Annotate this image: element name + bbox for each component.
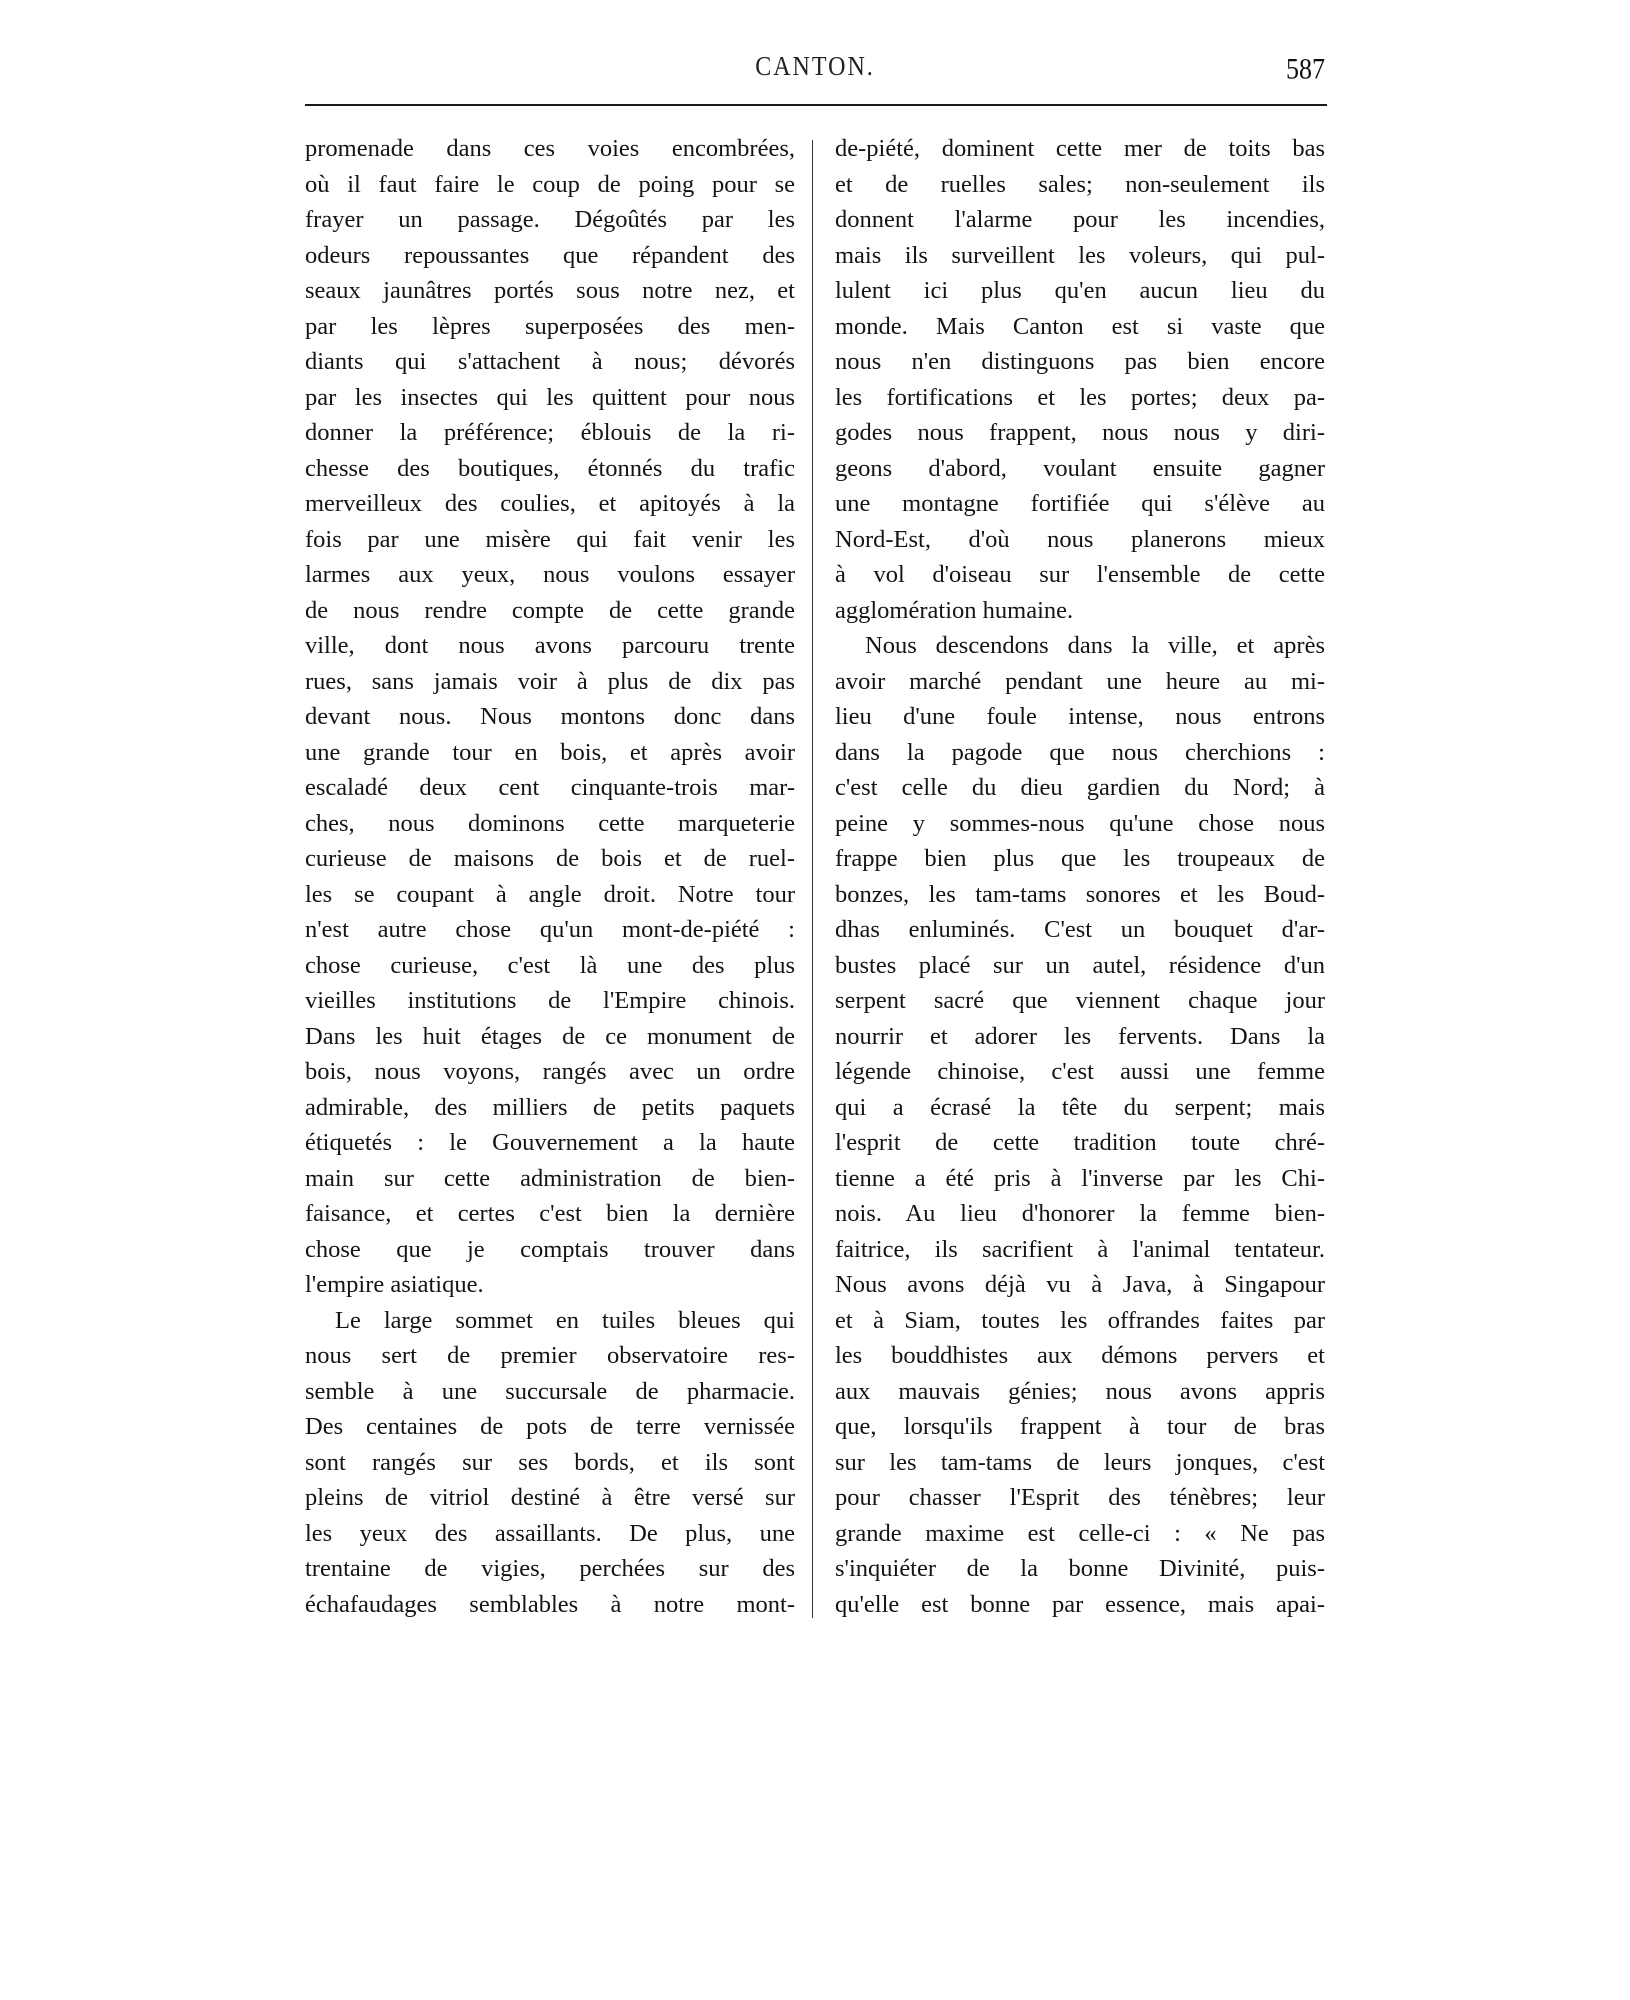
text-line: de nous rendre compte de cette grande [305, 596, 795, 624]
text-line: l'empire asiatique. [305, 1271, 484, 1298]
text-line: pleins de vitriol destiné à être versé sur [305, 1484, 795, 1511]
text-line: où il faut faire le coup de poing pour se [305, 170, 795, 198]
text-line: seaux jaunâtres portés sous notre nez, et [305, 277, 795, 304]
text-line: diants qui s'attachent à nous; dévorés [305, 348, 795, 375]
text-line: Nous descendons dans la ville, et après [865, 632, 1325, 659]
text-line: lieu d'une foule intense, nous entrons [835, 703, 1325, 730]
text-line: nois. Au lieu d'honorer la femme bien- [835, 1200, 1325, 1227]
text-line: rues, sans jamais voir à plus de dix pas [305, 667, 795, 695]
text-line: donnent l'alarme pour les incendies, [835, 206, 1325, 233]
text-line: les se coupant à angle droit. Notre tour [305, 880, 795, 908]
text-line: Dans les huit étages de ce monument de [305, 1022, 795, 1050]
text-line: que, lorsqu'ils frappent à tour de bras [835, 1413, 1325, 1440]
text-line: qu'elle est bonne par essence, mais apai- [835, 1590, 1325, 1618]
text-line: monde. Mais Canton est si vaste que [835, 312, 1325, 340]
text-line: faitrice, ils sacrifient à l'animal tentateur. [835, 1235, 1325, 1263]
text-line: merveilleux des coulies, et apitoyés à la [305, 490, 795, 517]
text-line: dhas enluminés. C'est un bouquet d'ar- [835, 916, 1325, 943]
text-line: chose que je comptais trouver dans [305, 1235, 795, 1263]
text-line: ches, nous dominons cette marqueterie [305, 809, 795, 837]
running-head [305, 52, 1325, 92]
text-line: à vol d'oiseau sur l'ensemble de cette [835, 561, 1325, 588]
text-line: lulent ici plus qu'en aucun lieu du [835, 277, 1325, 304]
text-column-right [835, 131, 1325, 1622]
text-line: mais ils surveillent les voleurs, qui pul- [835, 241, 1325, 269]
text-line: tienne a été pris à l'inverse par les Chi- [835, 1164, 1325, 1192]
text-line: nous n'en distinguons pas bien encore [835, 348, 1325, 375]
text-line: s'inquiéter de la bonne Divinité, puis- [835, 1555, 1325, 1582]
text-line: ville, dont nous avons parcouru trente [305, 632, 795, 659]
text-line: main sur cette administration de bien- [305, 1164, 795, 1192]
text-line: semble à une succursale de pharmacie. [305, 1377, 795, 1405]
text-line: une montagne fortifiée qui s'élève au [835, 490, 1325, 517]
header-rule [305, 104, 1327, 106]
page-number: 587 [1286, 52, 1325, 86]
text-line: étiquetés : le Gouvernement a la haute [305, 1129, 795, 1156]
running-title: CANTON. [755, 52, 875, 82]
text-line: curieuse de maisons de bois et de ruel- [305, 845, 795, 872]
text-line: frayer un passage. Dégoûtés par les [305, 206, 795, 233]
text-line: bois, nous voyons, rangés avec un ordre [305, 1058, 795, 1085]
text-line: agglomération humaine. [835, 596, 1074, 624]
text-line: serpent sacré que viennent chaque jour [835, 987, 1325, 1014]
text-line: peine y sommes-nous qu'une chose nous [835, 809, 1325, 837]
text-line: grande maxime est celle-ci : « Ne pas [835, 1519, 1325, 1547]
text-line: promenade dans ces voies encombrées, [305, 135, 795, 162]
text-line: chesse des boutiques, étonnés du trafic [305, 454, 795, 482]
text-line: de-piété, dominent cette mer de toits bas [835, 135, 1325, 162]
text-line: devant nous. Nous montons donc dans [305, 703, 795, 730]
text-line: odeurs repoussantes que répandent des [305, 241, 795, 269]
text-line: et de ruelles sales; non-seulement ils [835, 170, 1325, 198]
column-divider [812, 140, 813, 1618]
text-line: Nous avons déjà vu à Java, à Singapour [835, 1271, 1325, 1298]
text-line: par les lèpres superposées des men- [305, 312, 795, 340]
text-line: les bouddhistes aux démons pervers et [835, 1342, 1325, 1369]
text-line: fois par une misère qui fait venir les [305, 525, 795, 553]
text-line: qui a écrasé la tête du serpent; mais [835, 1093, 1325, 1121]
text-line: chose curieuse, c'est là une des plus [305, 951, 795, 979]
text-line: Le large sommet en tuiles bleues qui [335, 1306, 795, 1334]
text-line: faisance, et certes c'est bien la dernière [305, 1200, 795, 1227]
text-column-left [305, 131, 795, 1622]
text-line: Des centaines de pots de terre vernissée [305, 1413, 795, 1440]
text-line: geons d'abord, voulant ensuite gagner [835, 454, 1325, 482]
text-line: larmes aux yeux, nous voulons essayer [305, 561, 795, 588]
text-line: trentaine de vigies, perchées sur des [305, 1555, 795, 1582]
text-line: légende chinoise, c'est aussi une femme [835, 1058, 1325, 1085]
text-line: et à Siam, toutes les offrandes faites par [835, 1306, 1325, 1334]
text-line: l'esprit de cette tradition toute chré- [835, 1129, 1325, 1156]
text-line: les fortifications et les portes; deux pa- [835, 383, 1325, 411]
text-line: godes nous frappent, nous nous y diri- [835, 419, 1325, 446]
text-line: aux mauvais génies; nous avons appris [835, 1377, 1325, 1405]
text-line: nous sert de premier observatoire res- [305, 1342, 795, 1369]
text-line: escaladé deux cent cinquante-trois mar- [305, 774, 795, 801]
text-line: sur les tam-tams de leurs jonques, c'est [835, 1448, 1325, 1476]
text-line: bonzes, les tam-tams sonores et les Boud- [835, 880, 1325, 908]
text-line: dans la pagode que nous cherchions : [835, 738, 1325, 766]
text-line: une grande tour en bois, et après avoir [305, 738, 795, 766]
text-line: Nord-Est, d'où nous planerons mieux [835, 525, 1325, 553]
text-line: avoir marché pendant une heure au mi- [835, 667, 1325, 695]
text-line: frappe bien plus que les troupeaux de [835, 845, 1325, 872]
text-line: par les insectes qui les quittent pour nous [305, 383, 795, 411]
text-line: n'est autre chose qu'un mont-de-piété : [305, 916, 795, 943]
text-line: c'est celle du dieu gardien du Nord; à [835, 774, 1325, 801]
text-line: pour chasser l'Esprit des ténèbres; leur [835, 1484, 1325, 1511]
text-line: les yeux des assaillants. De plus, une [305, 1519, 795, 1547]
text-line: sont rangés sur ses bords, et ils sont [305, 1448, 795, 1476]
text-line: vieilles institutions de l'Empire chinois. [305, 987, 795, 1014]
text-line: nourrir et adorer les fervents. Dans la [835, 1022, 1325, 1050]
text-line: échafaudages semblables à notre mont- [305, 1590, 795, 1618]
text-line: donner la préférence; éblouis de la ri- [305, 419, 795, 446]
text-line: admirable, des milliers de petits paquets [305, 1093, 795, 1121]
text-line: bustes placé sur un autel, résidence d'un [835, 951, 1325, 979]
